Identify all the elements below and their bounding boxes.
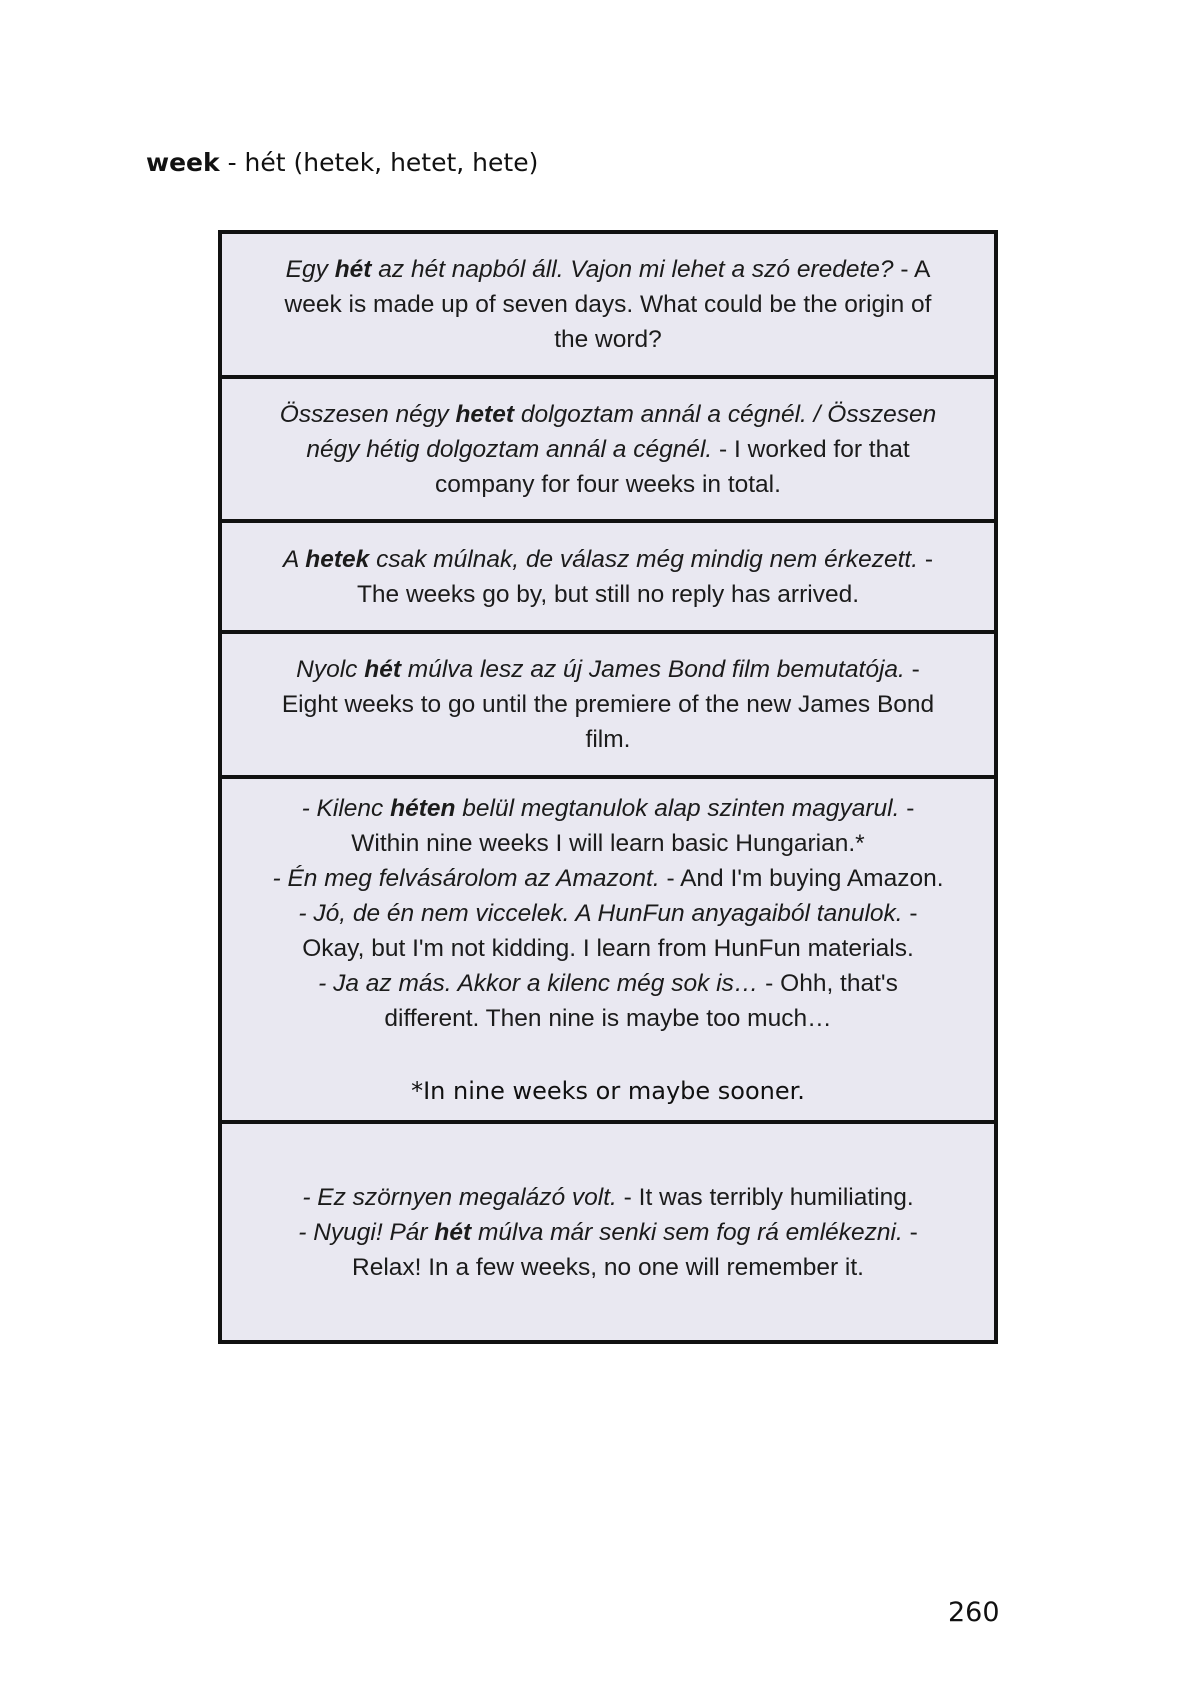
english-text: - A [893, 256, 931, 283]
english-text: - I worked for that [712, 435, 910, 463]
entry-heading [146, 148, 538, 177]
english-text: the word? [554, 326, 662, 353]
example-line [283, 542, 933, 577]
hungarian-text: múlva már senki sem fog rá emlékezni. [471, 1218, 903, 1246]
english-text: week is made up of seven days. What could be the origin of [284, 291, 932, 318]
english-text: film. [585, 726, 631, 753]
hungarian-text: dolgoztam annál a cégnél. / Összesen [514, 400, 937, 428]
hungarian-text: A [283, 545, 306, 573]
example-line [296, 652, 920, 687]
hungarian-text: - Ja az más. Akkor a kilenc még sok is… [318, 969, 759, 997]
example-cell [222, 234, 994, 379]
example-cell [222, 634, 994, 779]
english-text: - It was terribly humiliating. [616, 1183, 914, 1211]
example-line [286, 252, 931, 287]
hungarian-text: négy hétig dolgoztam annál a cégnél. [306, 435, 713, 463]
example-line [318, 966, 898, 1001]
example-line [282, 687, 934, 722]
english-text: - [902, 899, 918, 927]
english-text: Okay, but I'm not kidding. I learn from HunFun materials. [302, 934, 914, 962]
example-cell [222, 779, 994, 1124]
example-line [280, 397, 936, 432]
hungarian-text: - Én meg felvásárolom az Amazont. [272, 864, 660, 892]
english-text: Relax! In a few weeks, no one will remember it. [352, 1253, 864, 1281]
keyword: hét [434, 1218, 472, 1246]
hungarian-text: - Ez szörnyen megalázó volt. [302, 1183, 617, 1211]
keyword: héten [390, 794, 456, 822]
hungarian-text: az hét napból áll. Vajon mi lehet a szó eredete? [371, 256, 894, 283]
example-cell [222, 523, 994, 634]
example-line [357, 577, 859, 612]
english-text: different. Then nine is maybe too much… [384, 1004, 832, 1032]
english-text: company for four weeks in total. [435, 470, 781, 498]
english-text: - [899, 794, 915, 822]
english-text: Eight weeks to go until the premiere of the new James Bond [281, 691, 935, 718]
english-text: The weeks go by, but still no reply has arrived. [356, 580, 860, 608]
hungarian-text: Nyolc [296, 656, 365, 683]
example-cell [222, 1124, 994, 1340]
hungarian-text: Összesen négy [279, 400, 456, 428]
keyword: hét [334, 256, 372, 283]
keyword: hetet [455, 400, 515, 428]
english-text: - [902, 1218, 918, 1246]
example-line [272, 861, 943, 896]
keyword: hét [364, 656, 401, 683]
english-text: - [904, 656, 920, 683]
example-line [384, 1001, 831, 1036]
example-line [351, 826, 864, 861]
example-line [302, 931, 914, 966]
example-table [218, 230, 998, 1344]
hungarian-text: - Nyugi! Pár [298, 1218, 435, 1246]
example-line [298, 1215, 918, 1250]
example-line [302, 1180, 913, 1215]
example-line [554, 322, 662, 357]
page-number: 260 [948, 1597, 1000, 1628]
hungarian-text: belül megtanulok alap szinten magyarul. [455, 794, 900, 822]
english-text: - And I'm buying Amazon. [659, 864, 944, 892]
example-line [285, 287, 932, 322]
hungarian-text: múlva lesz az új James Bond film bemutatója. [401, 656, 905, 683]
example-line [306, 432, 909, 467]
example-line [586, 722, 631, 757]
example-line [302, 791, 915, 826]
headword-definition: - hét (hetek, hetet, hete) [219, 148, 539, 177]
hungarian-text: - Kilenc [301, 794, 391, 822]
example-line [435, 467, 781, 502]
english-text: - Ohh, that's [758, 969, 898, 997]
example-line [298, 896, 917, 931]
keyword: hetek [305, 545, 370, 573]
footnote: *In nine weeks or maybe sooner. [411, 1076, 805, 1105]
headword: week [146, 148, 220, 177]
english-text: Within nine weeks I will learn basic Hungarian.* [351, 829, 865, 857]
example-cell [222, 379, 994, 523]
hungarian-text: - Jó, de én nem viccelek. A HunFun anyagaiból tanulok. [298, 899, 903, 927]
example-line [352, 1250, 864, 1285]
english-text: - [918, 545, 933, 573]
hungarian-text: csak múlnak, de válasz még mindig nem érkezett. [369, 545, 919, 573]
hungarian-text: Egy [285, 256, 335, 283]
